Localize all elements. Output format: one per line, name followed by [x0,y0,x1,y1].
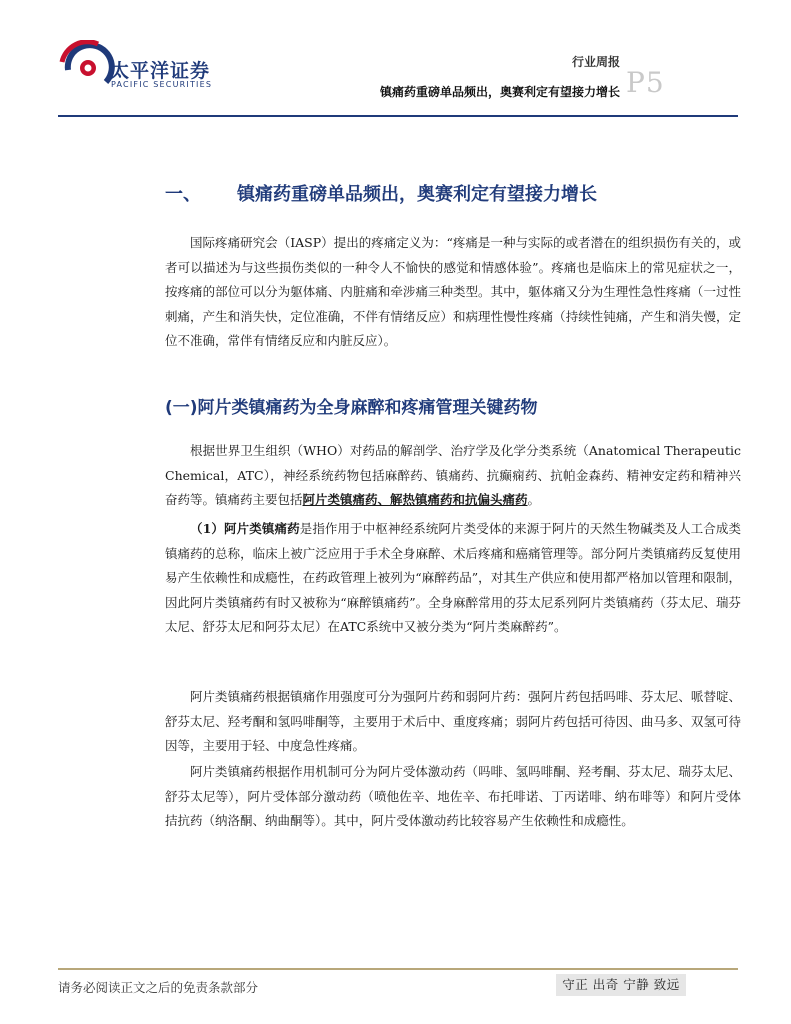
logo-text-cn: 太平洋证券 [110,60,211,82]
atc-highlight: 阿片类镇痛药、解热镇痛药和抗偏头痛药 [302,492,528,507]
logo-text-en: PACIFIC SECURITIES [111,80,213,89]
section-title: 镇痛药重磅单品频出，奥赛利定有望接力增长 [237,184,597,205]
footer-divider [58,968,738,970]
paragraph-opioid-strength: 阿片类镇痛药根据镇痛作用强度可分为强阿片药和弱阿片药：强阿片药包括吗啡、芬太尼、哌替啶、舒芬太尼、羟考酮和氢吗啡酮等，主要用于术后中、重度疼痛；弱阿片药包括可待因、曲马多、双氢可待因等，主要用于轻、中度急性疼痛。 [165,689,741,753]
subsection-heading: (一)阿片类镇痛药为全身麻醉和疼痛管理关键药物 [165,398,538,418]
page-number: P5 [626,66,665,99]
footer-disclaimer: 请务必阅读正文之后的免责条款部分 [58,980,259,995]
paragraph-atc [165,439,741,513]
header-divider [58,115,738,117]
footer-motto: 守正 出奇 宁静 致远 [556,974,686,996]
paragraph-pain-definition: 国际疼痛研究会（IASP）提出的疼痛定义为：“疼痛是一种与实际的或者潜在的组织损伤有关的，或者可以描述为与这些损伤类似的一种令人不愉快的感觉和情感体验”。疼痛也是临床上的常见症状之一，按疼痛的部位可以分为躯体痛、内脏痛和牵涉痛三种类型。其中，躯体痛又分为生理性急性疼痛（一过性刺痛，产生和消失快，定位准确，不伴有情绪反应）和病理性慢性疼痛（持续性钝痛，产生和消失慢，定位不准确，常伴有情绪反应和内脏反应）。 [165,235,741,348]
paragraph-opioid-mechanism: 阿片类镇痛药根据作用机制可分为阿片受体激动药（吗啡、氢吗啡酮、羟考酮、芬太尼、瑞芬太尼、舒芬太尼等），阿片受体部分激动药（喷他佐辛、地佐辛、布托啡诺、丁丙诺啡、纳布啡等）和阿片受体拮抗药（纳洛酮、纳曲酮等）。其中，阿片受体激动药比较容易产生依赖性和成瘾性。 [165,764,741,828]
paragraph-opioid-definition [165,517,741,640]
header-title: 镇痛药重磅单品频出，奥赛利定有望接力增长 [379,85,620,99]
opioid-text: 是指作用于中枢神经系统阿片类受体的来源于阿片的天然生物碱类及人工合成类镇痛药的总称，临床上被广泛应用于手术全身麻醉、术后疼痛和癌痛管理等。部分阿片类镇痛药反复使用易产生依赖性和成瘾性，在药政管理上被列为“麻醉药品”，对其生产供应和使用都严格加以管理和限制，因此阿片类镇痛药有时又被称为“麻醉镇痛药”。全身麻醉常用的芬太尼系列阿片类镇痛药（芬太尼、瑞芬太尼、舒芬太尼和阿芬太尼）在ATC系统中又被分类为“阿片类麻醉药”。 [165,521,741,634]
atc-end: 。 [527,492,541,507]
report-type: 行业周报 [571,55,620,69]
section-heading [165,180,597,206]
section-number: 一、 [165,184,201,205]
opioid-term: （1）阿片类镇痛药 [190,521,300,536]
atc-text: 根据世界卫生组织（WHO）对药品的解剖学、治疗学及化学分类系统（Anatomical Therapeutic Chemical，ATC），神经系统药物包括麻醉药、镇痛药、抗癫痫药、抗帕金森药、精神安定药和精神兴奋药等。镇痛药主要包括 [165,443,741,507]
